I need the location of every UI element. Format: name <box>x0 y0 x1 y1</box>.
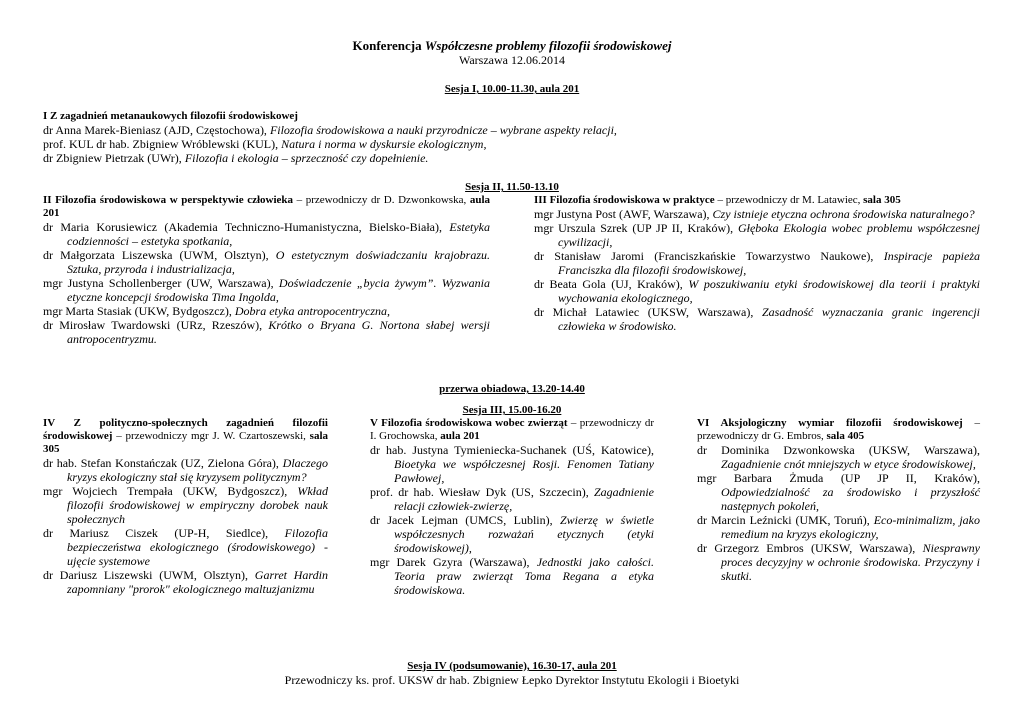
panel-2-header <box>43 194 490 220</box>
panel-4-title: IV Z polityczno-społecznych zagadnień filozofii środowiskowej <box>43 417 328 442</box>
panel-6-room: sala 405 <box>826 430 865 442</box>
conference-name: Współczesne problemy filozofii środowiskowej <box>424 38 672 53</box>
list-item: dr hab. Justyna Tymieniecka-Suchanek (UŚ, Katowice), Bioetyka we współczesnej Rosji. Fenomen Tatiany Pawłowej, <box>370 443 654 485</box>
panel-3-chair: – przewodniczy dr M. Latawiec, <box>717 194 861 206</box>
list-item: prof. KUL dr hab. Zbigniew Wróblewski (KUL), Natura i norma w dyskursie ekologicznym, <box>43 137 487 151</box>
panel-4-room: sala 305 <box>43 430 329 455</box>
panel-5-header <box>370 417 654 443</box>
list-item: dr Dariusz Liszewski (UWM, Olsztyn), Garret Hardin zapomniany "prorok" ekologicznego maltuzjanizmu <box>43 568 328 596</box>
panel-3-header <box>534 194 980 207</box>
list-item: dr Małgorzata Liszewska (UWM, Olsztyn), O estetycznym doświadczaniu krajobrazu. Sztuka, przyroda i industrializacja, <box>43 248 490 276</box>
session-3-heading: Sesja III, 15.00-16.20 <box>462 404 562 416</box>
list-item: mgr Wojciech Trempała (UKW, Bydgoszcz), Wkład filozofii środowiskowej w empiryczny dorobek nauk społecznych <box>43 484 328 526</box>
list-item: dr Mirosław Twardowski (URz, Rzeszów), Krótko o Bryana G. Nortona słabej wersji antropocentryzmu. <box>43 318 491 346</box>
list-item: dr Jacek Lejman (UMCS, Lublin), Zwierzę w świetle współczesnych rozważań etycznych (etyki środowiskowej), <box>370 513 654 555</box>
list-item: dr Grzegorz Embros (UKSW, Warszawa), Niesprawny proces decyzyjny w ochronie środowiska. Przyczyny i skutki. <box>697 541 980 583</box>
panel-5-chair: – przewodniczy dr I. Grochowska, <box>370 417 654 442</box>
session-2-heading: Sesja II, 11.50-13.10 <box>465 181 559 193</box>
panel-2-room: aula 201 <box>43 194 491 219</box>
list-item: mgr Urszula Szrek (UP JP II, Kraków), Głęboka Ekologia wobec problemu współczesnej cywilizacji, <box>534 221 981 249</box>
panel-2-title: II Filozofia środowiskowa w perspektywie człowieka <box>43 194 294 206</box>
list-item: mgr Justyna Schollenberger (UW, Warszawa), Doświadczenie „bycia żywym”. Wyzwania etyczne koncepcji środowiska Tima Ingolda, <box>43 276 491 304</box>
conference-title <box>0 38 1024 54</box>
panel-5-column <box>370 417 654 597</box>
list-item: dr Beata Gola (UJ, Kraków), W poszukiwaniu etyki środowiskowej dla teorii i praktyki wychowania ekologicznego, <box>534 277 980 305</box>
panel-4-header <box>43 417 328 456</box>
list-item: mgr Barbara Żmuda (UP JP II, Kraków), Odpowiedzialność za środowisko i przyszłość następnych pokoleń, <box>697 471 980 513</box>
list-item: mgr Marta Stasiak (UKW, Bydgoszcz), Dobra etyka antropocentryczna, <box>43 304 391 318</box>
panel-6-column <box>697 417 980 583</box>
panel-1-title: I Z zagadnień metanaukowych filozofii środowiskowej <box>43 110 298 122</box>
panel-4-column <box>43 417 328 596</box>
place-date: Warszawa 12.06.2014 <box>458 53 565 67</box>
list-item: dr hab. Stefan Konstańczak (UZ, Zielona Góra), Dlaczego kryzys ekologiczny stał się kryzysem politycznym? <box>43 456 328 484</box>
list-item: dr Anna Marek-Bieniasz (AJD, Częstochowa), Filozofia środowiskowa a nauki przyrodnicze – wybrane aspekty relacji, <box>43 123 617 137</box>
panel-2-column <box>43 194 490 346</box>
list-item: prof. dr hab. Wiesław Dyk (US, Szczecin), Zagadnienie relacji człowiek-zwierzę, <box>370 485 654 513</box>
panel-6-header <box>697 417 980 443</box>
panel-3-column <box>534 194 980 333</box>
list-item: dr Michał Latawiec (UKSW, Warszawa), Zasadność wyznaczania granic ingerencji człowieka w środowisko. <box>534 305 980 333</box>
list-item: mgr Darek Gzyra (Warszawa), Jednostki jako całości. Teoria praw zwierząt Toma Regana a etyka środowiskowa. <box>370 555 655 597</box>
list-item: dr Stanisław Jaromi (Franciszkańskie Towarzystwo Naukowe), Inspiracje papieża Franciszka dla filozofii środowiskowej, <box>534 249 980 277</box>
panel-6-title: VI Aksjologiczny wymiar filozofii środowiskowej <box>697 417 963 429</box>
lunch-break: przerwa obiadowa, 13.20-14.40 <box>439 383 585 395</box>
list-item: dr Maria Korusiewicz (Akademia Techniczno-Humanistyczna, Bielsko-Biała), Estetyka codzienności – estetyka spotkania, <box>43 220 491 248</box>
panel-5-room: aula 201 <box>440 430 480 442</box>
session-4-heading: Sesja IV (podsumowanie), 16.30-17, aula 201 <box>407 660 617 672</box>
list-item: dr Dominika Dzwonkowska (UKSW, Warszawa), Zagadnienie cnót mniejszych w etyce środowiskowej, <box>697 443 980 471</box>
panel-4-chair: – przewodniczy mgr J. W. Czartoszewski, <box>116 430 306 442</box>
list-item: dr Marcin Leźnicki (UMK, Toruń), Eco-minimalizm, jako remedium na kryzys ekologiczny, <box>697 513 980 541</box>
panel-3-room: sala 305 <box>863 194 901 206</box>
list-item: dr Zbigniew Pietrzak (UWr), Filozofia i ekologia – sprzeczność czy dopełnienie. <box>43 151 429 165</box>
list-item: mgr Justyna Post (AWF, Warszawa), Czy istnieje etyczna ochrona środowiska naturalnego? <box>534 207 975 221</box>
panel-3-title: III Filozofia środowiskowa w praktyce <box>534 194 715 206</box>
panel-5-title: V Filozofia środowiskowa wobec zwierząt <box>370 417 568 429</box>
panel-2-chair: – przewodniczy dr D. Dzwonkowska, <box>296 194 467 206</box>
panel-6-chair: – przewodniczy dr G. Embros, <box>697 417 980 442</box>
session-1-list <box>43 123 743 165</box>
session-4-chair: Przewodniczy ks. prof. UKSW dr hab. Zbigniew Łepko Dyrektor Instytutu Ekologii i Bioetyki <box>284 673 740 687</box>
conference-prefix: Konferencja <box>352 38 422 53</box>
session-1-heading: Sesja I, 10.00-11.30, aula 201 <box>444 83 580 95</box>
list-item: dr Mariusz Ciszek (UP-H, Siedlce), Filozofia bezpieczeństwa ekologicznego (środowiskowego) - ujęcie systemowe <box>43 526 329 568</box>
